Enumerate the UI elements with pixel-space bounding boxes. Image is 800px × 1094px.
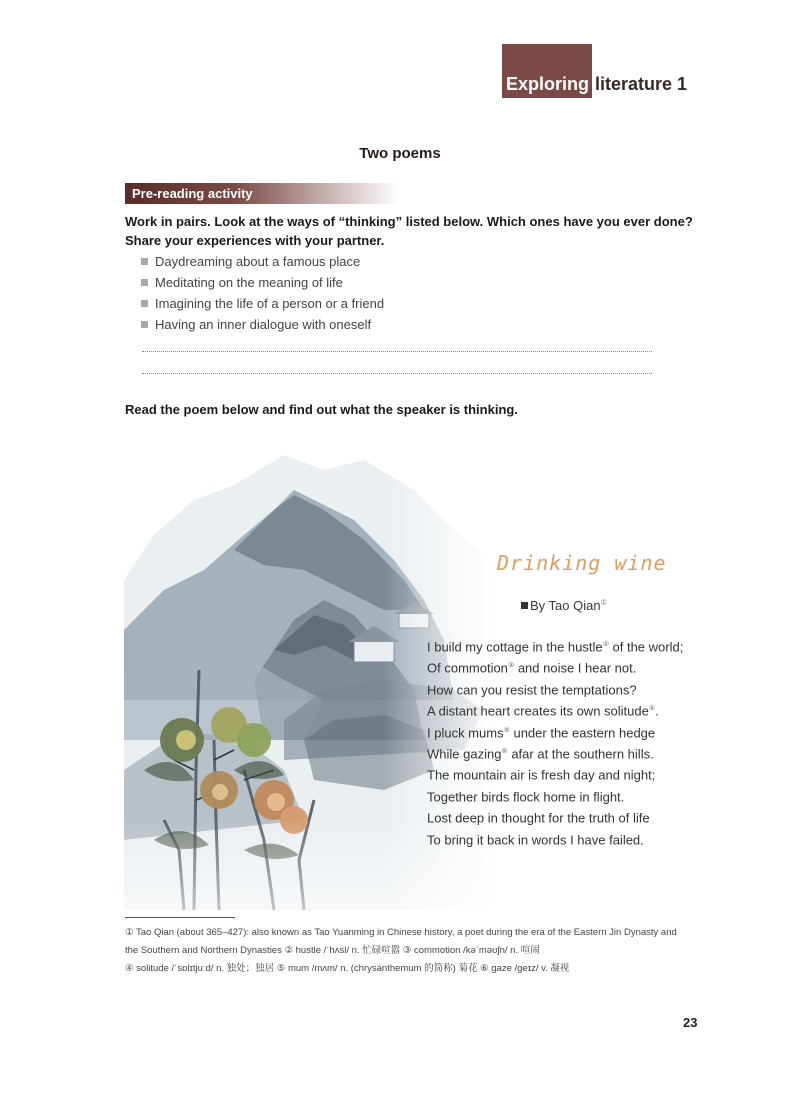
poem-line: Of commotion③ and noise I hear not. bbox=[427, 660, 637, 676]
poem-author: By Tao Qian① bbox=[521, 598, 607, 613]
author-square-icon bbox=[521, 602, 528, 609]
poem-title: Drinking wine bbox=[497, 551, 667, 575]
instruction-line-2: Share your experiences with your partner. bbox=[125, 233, 385, 248]
poem-line: Together birds flock home in flight. bbox=[427, 789, 625, 805]
reading-instruction: Read the poem below and find out what the speaker is thinking. bbox=[125, 402, 518, 417]
bullet-square-icon bbox=[141, 321, 148, 328]
poem-line: Lost deep in thought for the truth of life bbox=[427, 810, 650, 826]
footnotes bbox=[125, 924, 695, 978]
footnote-line: ④ solitude /ˈsɒlɪtjuːd/ n. 独处；独居 ⑤ mum /mʌm/ n. (chrysanthemum 的简称) 菊花 ⑥ gaze /ɡeɪz/ v. 凝视 bbox=[125, 963, 570, 974]
instruction-line-1: Work in pairs. Look at the ways of “thinking” listed below. Which ones have you ever done? bbox=[125, 214, 693, 229]
list-item: Imagining the life of a person or a friend bbox=[141, 293, 384, 314]
list-item: Daydreaming about a famous place bbox=[141, 251, 384, 272]
list-item: Having an inner dialogue with oneself bbox=[141, 314, 384, 335]
section-label: Pre-reading activity bbox=[132, 186, 253, 201]
footnote-line: ① Tao Qian (about 365–427): also known as Tao Yuanming in Chinese history, a poet during the era of the Eastern Jin Dynasty and bbox=[125, 927, 677, 938]
bullet-square-icon bbox=[141, 279, 148, 286]
answer-line[interactable] bbox=[142, 373, 652, 374]
poem-line: The mountain air is fresh day and night; bbox=[427, 767, 656, 783]
poem-line: While gazing⑥ afar at the southern hills. bbox=[427, 746, 654, 762]
poem-line: How can you resist the temptations? bbox=[427, 682, 637, 698]
unit-tag-highlight: Exploring bbox=[506, 74, 590, 94]
poem-line: I build my cottage in the hustle② of the world; bbox=[427, 639, 684, 655]
answer-line[interactable] bbox=[142, 351, 652, 352]
footnote-divider bbox=[125, 917, 235, 918]
unit-tag bbox=[506, 74, 687, 95]
section-header-bar bbox=[125, 183, 400, 204]
poem-line: A distant heart creates its own solitude④. bbox=[427, 703, 659, 719]
poem-lines bbox=[427, 634, 683, 848]
footnote-line: the Southern and Northern Dynasties ② hustle /ˈhʌsl/ n. 忙碌喧嚣 ③ commotion /kəˈməʊʃn/ n. 喧闹 bbox=[125, 945, 540, 956]
page-number: 23 bbox=[683, 1015, 698, 1030]
bullet-square-icon bbox=[141, 300, 148, 307]
poem-line: To bring it back in words I have failed. bbox=[427, 831, 644, 847]
unit-tag-rest: literature 1 bbox=[595, 74, 688, 94]
list-item: Meditating on the meaning of life bbox=[141, 272, 384, 293]
thinking-list bbox=[141, 251, 384, 335]
poem-line: I pluck mums⑤ under the eastern hedge bbox=[427, 724, 656, 740]
page-title: Two poems bbox=[359, 145, 441, 162]
bullet-square-icon bbox=[141, 258, 148, 265]
